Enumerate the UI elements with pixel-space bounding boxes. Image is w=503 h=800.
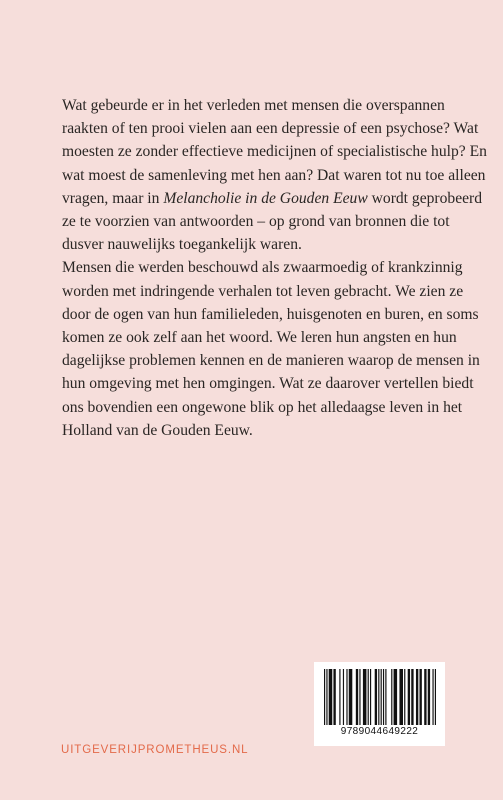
barcode-bar <box>324 669 325 725</box>
book-title-italic: Melancholie in de Gouden Eeuw <box>163 189 368 207</box>
barcode-bar <box>428 669 430 725</box>
barcode-bar <box>343 669 344 725</box>
barcode-bar <box>333 669 335 725</box>
blurb-paragraph-1-start: Wat gebeurde er in het verleden met mensen die overspannen raakten of ten prooi vielen aan een depressie of een psychose? Wat moesten ze zonder effectieve medicijnen of specialistische hulp? En wat moest de samenleving met hen aan? Dat waren tot nu toe alleen vragen, maar in <box>62 97 487 207</box>
barcode-bar <box>404 669 405 725</box>
barcode-bar <box>385 669 386 725</box>
barcode-bar <box>370 669 371 725</box>
blurb-text <box>62 94 492 442</box>
barcode-bar <box>419 669 421 725</box>
barcode-bar <box>356 669 358 725</box>
barcode-bars <box>324 669 436 725</box>
barcode-bar <box>378 669 379 725</box>
barcode-bar <box>383 669 384 725</box>
barcode-bar <box>349 669 353 725</box>
barcode-bar <box>381 669 382 725</box>
publisher-website: UITGEVERIJPROMETHEUS.NL <box>61 744 249 756</box>
barcode-bar <box>346 669 347 725</box>
barcode-bar <box>416 669 418 725</box>
barcode-bar <box>411 669 413 725</box>
blurb-paragraph-1 <box>62 94 492 256</box>
barcode-bar <box>375 669 377 725</box>
isbn-number: 9789044649222 <box>340 726 419 737</box>
barcode-bar <box>435 669 436 725</box>
barcode-bar <box>391 669 392 725</box>
barcode-bar <box>329 669 333 725</box>
barcode-bar <box>326 669 327 725</box>
barcode-bar <box>363 669 367 725</box>
barcode-bar <box>399 669 403 725</box>
barcode-bar <box>432 669 433 725</box>
barcode-bar <box>408 669 410 725</box>
barcode-label <box>314 662 445 746</box>
blurb-paragraph-1-end: wordt geprobeerd ze te voorzien van antwoorden – op grond van bronnen die tot dusver nauwelijks toegankelijk waren. <box>62 189 483 254</box>
barcode-bar <box>368 669 369 725</box>
barcode-bar <box>339 669 340 725</box>
blurb-paragraph-2: Mensen die werden beschouwd als zwaarmoedig of krankzinnig worden met indringende verhalen tot leven gebracht. We zien ze door de ogen van hun familieleden, huisgenoten en buren, en soms komen ze ook zelf aan het woord. We leren hun angsten en hun dagelijkse problemen kennen en de manieren waarop de mensen in hun omgeving met hen omgingen. Wat ze daarover vertellen biedt ons bovendien een ongewone blik op het alledaagse leven in het Holland van de Gouden Eeuw. <box>62 259 480 439</box>
barcode-bar <box>424 669 426 725</box>
barcode-bar <box>359 669 360 725</box>
barcode-bar <box>394 669 398 725</box>
